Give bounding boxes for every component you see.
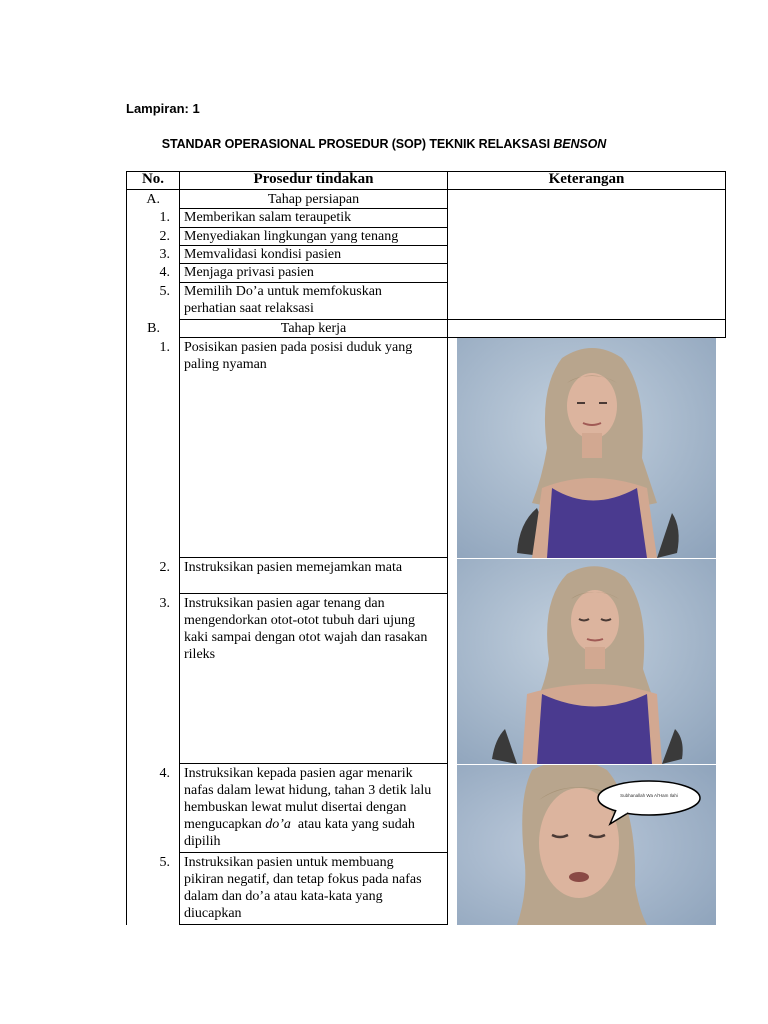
photo-patient-seated	[457, 338, 716, 558]
work-step-4-text-after: atau kata yang sudah dipilih	[184, 817, 419, 849]
work-step-4-text-before: Instruksikan kepada pasien agar menarik nafas dalam lewat hidung, tahan 3 detik lalu hembuskan lewat mulut disertai dengan mengucapkan	[184, 766, 432, 832]
work-no-3: 3.	[159, 596, 170, 611]
prep-no-5: 5.	[159, 284, 170, 299]
work-step-3	[179, 593, 448, 764]
prep-no-2: 2.	[159, 229, 170, 244]
section-b-title: Tahap kerja	[179, 319, 448, 338]
prep-step-5: Memilih Do’a untuk memfokuskan perhatian saat relaksasi	[179, 282, 401, 320]
prep-step-2: Menyediakan lingkungan yang tenang	[179, 227, 448, 246]
work-no-4: 4.	[159, 766, 170, 781]
title-italic: BENSON	[553, 137, 607, 151]
keterangan-b-cell	[447, 319, 726, 338]
work-step-4-text-italic: do’a	[265, 817, 291, 832]
work-step-4	[179, 763, 448, 853]
work-step-5	[179, 852, 448, 925]
prep-step-4: Menjaga privasi pasien	[179, 263, 448, 283]
prep-no-1: 1.	[159, 210, 170, 225]
work-no-5: 5.	[159, 855, 170, 870]
work-step-2	[179, 557, 448, 594]
header-no: No.	[126, 171, 180, 190]
speech-bubble	[596, 778, 702, 826]
prep-step-3: Memvalidasi kondisi pasien	[179, 245, 448, 264]
section-b-label: B.	[147, 321, 160, 336]
speech-bubble-text: Subhanallah Wa Al'Ham Ilahi	[620, 793, 678, 798]
work-step-3-text: Instruksikan pasien agar tenang dan mengendorkan otot-otot tubuh dari ujung kaki sampai dengan otot wajah dan rasakan rileks	[184, 596, 428, 662]
keterangan-a-cell	[447, 189, 726, 320]
photo-patient-eyes-closed	[457, 559, 716, 764]
prep-step-1: Memberikan salam teraupetik	[179, 208, 448, 228]
work-step-2-text: Instruksikan pasien memejamkan mata	[184, 560, 403, 575]
section-a-label: A.	[146, 192, 160, 207]
heading-lampiran: Lampiran: 1	[126, 101, 200, 116]
prep-no-3: 3.	[159, 247, 170, 262]
work-step-4-text	[184, 765, 434, 850]
header-prosedur: Prosedur tindakan	[179, 171, 448, 190]
prep-step-5-border	[179, 282, 448, 320]
section-a-title: Tahap persiapan	[179, 189, 448, 209]
work-step-1	[179, 337, 448, 558]
work-no-2: 2.	[159, 560, 170, 575]
document-title	[0, 137, 768, 151]
prep-no-4: 4.	[159, 265, 170, 280]
title-main: STANDAR OPERASIONAL PROSEDUR (SOP) TEKNIK RELAKSASI	[161, 137, 554, 151]
work-no-1: 1.	[159, 340, 170, 355]
header-keterangan: Keterangan	[447, 171, 726, 190]
work-step-1-text: Posisikan pasien pada posisi duduk yang paling nyaman	[184, 340, 413, 372]
work-step-5-text: Instruksikan pasien untuk membuang pikiran negatif, dan tetap fokus pada nafas dalam dan do’a atau kata-kata yang diucapkan	[184, 855, 422, 921]
table-left-border	[126, 189, 127, 925]
